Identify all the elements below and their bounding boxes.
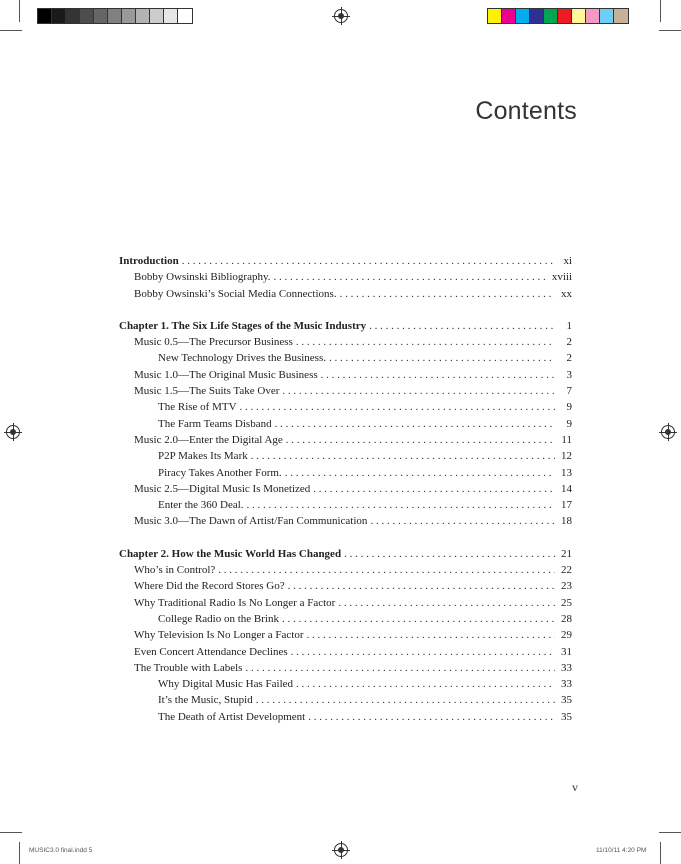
crop-mark bbox=[659, 832, 681, 833]
crop-mark bbox=[0, 832, 22, 833]
color-swatch bbox=[600, 9, 614, 23]
toc-entry-title: Introduction bbox=[119, 255, 179, 267]
toc-entry[interactable] bbox=[119, 627, 572, 643]
dot-leader bbox=[321, 367, 555, 383]
dot-leader bbox=[218, 562, 555, 578]
dot-leader bbox=[370, 513, 555, 529]
toc-entry-title: The Trouble with Labels bbox=[134, 661, 243, 674]
toc-entry-page: 22 bbox=[561, 564, 572, 577]
dot-leader bbox=[247, 497, 555, 513]
toc-spacer bbox=[119, 530, 572, 546]
toc-entry-title: Music 1.5—The Suits Take Over bbox=[134, 385, 280, 398]
toc-entry-page: xi bbox=[563, 255, 572, 267]
toc-entry-title: Enter the 360 Deal. bbox=[158, 499, 244, 512]
registration-mark-right bbox=[661, 425, 675, 439]
toc-entry[interactable] bbox=[119, 611, 572, 627]
toc-entry[interactable] bbox=[119, 513, 572, 529]
toc-entry-page: 33 bbox=[561, 678, 572, 691]
dot-leader bbox=[282, 383, 555, 399]
color-swatch bbox=[52, 9, 66, 23]
toc-entry[interactable] bbox=[119, 465, 572, 481]
toc-spacer bbox=[119, 302, 572, 318]
toc-entry-title: Chapter 1. The Six Life Stages of the Music Industry bbox=[119, 319, 367, 332]
registration-mark-bottom bbox=[334, 843, 348, 857]
toc-entry-title: It’s the Music, Stupid bbox=[158, 694, 253, 707]
toc-entry[interactable] bbox=[119, 350, 572, 366]
toc-entry[interactable] bbox=[119, 578, 572, 594]
toc-entry[interactable] bbox=[119, 383, 572, 399]
dot-leader bbox=[307, 627, 556, 643]
color-swatch bbox=[572, 9, 586, 23]
dot-leader bbox=[296, 676, 555, 692]
toc-chapter-entry[interactable] bbox=[119, 546, 572, 562]
toc-entry-page: 9 bbox=[566, 417, 572, 430]
toc-entry-page: 13 bbox=[561, 466, 572, 479]
toc-entry-title: The Farm Teams Disband bbox=[158, 417, 272, 430]
dot-leader bbox=[182, 253, 555, 269]
toc-entry-page: 21 bbox=[561, 547, 572, 560]
dot-leader bbox=[251, 448, 555, 464]
toc-entry-page: 29 bbox=[561, 629, 572, 642]
toc-entry-page: 12 bbox=[561, 450, 572, 463]
toc-entry-page: 31 bbox=[561, 645, 572, 658]
toc-chapter-entry[interactable] bbox=[119, 253, 572, 269]
dot-leader bbox=[285, 465, 555, 481]
crop-mark bbox=[0, 30, 22, 31]
toc-entry[interactable] bbox=[119, 367, 572, 383]
toc-entry[interactable] bbox=[119, 269, 572, 285]
page-title: Contents bbox=[475, 97, 577, 125]
toc-entry-title: Where Did the Record Stores Go? bbox=[134, 580, 285, 593]
crop-mark bbox=[19, 0, 20, 22]
color-swatch bbox=[558, 9, 572, 23]
slug-file-name: MUSIC3.0 final.indd 5 bbox=[29, 847, 93, 854]
dot-leader bbox=[286, 432, 555, 448]
dot-leader bbox=[291, 644, 555, 660]
toc-entry[interactable] bbox=[119, 497, 572, 513]
toc-entry-page: 17 bbox=[561, 499, 572, 512]
toc-entry-page: 35 bbox=[561, 694, 572, 707]
dot-leader bbox=[245, 660, 555, 676]
toc-entry[interactable] bbox=[119, 562, 572, 578]
process-color-bar bbox=[487, 8, 629, 24]
toc-entry[interactable] bbox=[119, 399, 572, 415]
dot-leader bbox=[329, 350, 555, 366]
registration-mark-left bbox=[6, 425, 20, 439]
toc-chapter-entry[interactable] bbox=[119, 318, 572, 334]
color-swatch bbox=[150, 9, 164, 23]
color-swatch bbox=[80, 9, 94, 23]
dot-leader bbox=[369, 318, 555, 334]
grayscale-color-bar bbox=[37, 8, 193, 24]
color-swatch bbox=[586, 9, 600, 23]
toc-entry-title: New Technology Drives the Business. bbox=[158, 352, 326, 365]
toc-entry-title: Music 3.0—The Dawn of Artist/Fan Communication bbox=[134, 515, 368, 528]
color-swatch bbox=[544, 9, 558, 23]
toc-entry-title: Bobby Owsinski Bibliography. bbox=[134, 271, 271, 284]
toc-entry-title: College Radio on the Brink bbox=[158, 612, 279, 625]
toc-entry-title: Why Television Is No Longer a Factor bbox=[134, 629, 304, 642]
toc-entry-title: Even Concert Attendance Declines bbox=[134, 645, 288, 658]
toc-entry-page: 9 bbox=[566, 401, 572, 414]
toc-entry-title: Music 2.0—Enter the Digital Age bbox=[134, 433, 283, 446]
toc-entry[interactable] bbox=[119, 644, 572, 660]
toc-entry[interactable] bbox=[119, 481, 572, 497]
toc-entry-title: Who’s in Control? bbox=[134, 564, 216, 577]
toc-entry-page: 25 bbox=[561, 596, 572, 609]
dot-leader bbox=[313, 481, 555, 497]
toc-entry-title: Music 1.0—The Original Music Business bbox=[134, 368, 318, 381]
toc-entry-page: 14 bbox=[561, 482, 572, 495]
toc-entry[interactable] bbox=[119, 448, 572, 464]
dot-leader bbox=[256, 692, 555, 708]
color-swatch bbox=[502, 9, 516, 23]
dot-leader bbox=[308, 709, 555, 725]
dot-leader bbox=[296, 334, 555, 350]
page-number: v bbox=[572, 780, 578, 794]
toc-entry-page: 33 bbox=[561, 661, 572, 674]
dot-leader bbox=[288, 578, 555, 594]
dot-leader bbox=[275, 416, 555, 432]
toc-entry-title: Bobby Owsinski’s Social Media Connections. bbox=[134, 287, 337, 300]
color-swatch bbox=[488, 9, 502, 23]
color-swatch bbox=[178, 9, 192, 23]
color-swatch bbox=[38, 9, 52, 23]
toc-entry[interactable] bbox=[119, 595, 572, 611]
toc-entry[interactable] bbox=[119, 692, 572, 708]
toc-entry-title: The Death of Artist Development bbox=[158, 710, 306, 723]
toc-entry[interactable] bbox=[119, 432, 572, 448]
toc-entry-page: 35 bbox=[561, 710, 572, 723]
color-swatch bbox=[164, 9, 178, 23]
toc-entry-page: 18 bbox=[561, 515, 572, 528]
toc-entry-page: 3 bbox=[566, 368, 572, 381]
dot-leader bbox=[240, 399, 555, 415]
color-swatch bbox=[614, 9, 628, 23]
toc-entry-page: 1 bbox=[566, 319, 572, 332]
toc-entry-page: xviii bbox=[551, 271, 572, 284]
toc-entry-title: Why Traditional Radio Is No Longer a Factor bbox=[134, 596, 336, 609]
table-of-contents bbox=[119, 253, 572, 725]
crop-mark bbox=[660, 0, 661, 22]
toc-entry-title: Music 2.5—Digital Music Is Monetized bbox=[134, 482, 311, 495]
toc-entry[interactable] bbox=[119, 709, 572, 725]
color-swatch bbox=[108, 9, 122, 23]
color-swatch bbox=[94, 9, 108, 23]
dot-leader bbox=[282, 611, 555, 627]
toc-entry-page: 2 bbox=[566, 352, 572, 365]
toc-entry-title: Music 0.5—The Precursor Business bbox=[134, 336, 293, 349]
toc-entry-title: P2P Makes Its Mark bbox=[158, 450, 248, 463]
toc-entry-page: 11 bbox=[561, 433, 572, 446]
dot-leader bbox=[338, 595, 555, 611]
color-swatch bbox=[530, 9, 544, 23]
toc-entry-title: Chapter 2. How the Music World Has Changed bbox=[119, 547, 342, 560]
color-swatch bbox=[122, 9, 136, 23]
toc-entry-page: 28 bbox=[561, 612, 572, 625]
toc-entry[interactable] bbox=[119, 676, 572, 692]
color-swatch bbox=[66, 9, 80, 23]
toc-entry-page: xx bbox=[561, 287, 572, 300]
toc-entry[interactable] bbox=[119, 286, 572, 302]
color-swatch bbox=[516, 9, 530, 23]
toc-entry-page: 7 bbox=[566, 385, 572, 398]
toc-entry-title: The Rise of MTV bbox=[158, 401, 237, 414]
toc-entry[interactable] bbox=[119, 416, 572, 432]
dot-leader bbox=[340, 286, 555, 302]
toc-entry-title: Piracy Takes Another Form. bbox=[158, 466, 282, 479]
toc-entry[interactable] bbox=[119, 660, 572, 676]
toc-entry-title: Why Digital Music Has Failed bbox=[158, 678, 294, 691]
toc-entry-page: 23 bbox=[561, 580, 572, 593]
slug-date: 11/10/11 4:20 PM bbox=[596, 847, 647, 854]
crop-mark bbox=[659, 30, 681, 31]
crop-mark bbox=[19, 842, 20, 864]
toc-entry-page: 2 bbox=[566, 336, 572, 349]
dot-leader bbox=[274, 269, 549, 285]
color-swatch bbox=[136, 9, 150, 23]
toc-entry[interactable] bbox=[119, 334, 572, 350]
crop-mark bbox=[660, 842, 661, 864]
registration-mark-top bbox=[334, 9, 348, 23]
dot-leader bbox=[344, 546, 555, 562]
